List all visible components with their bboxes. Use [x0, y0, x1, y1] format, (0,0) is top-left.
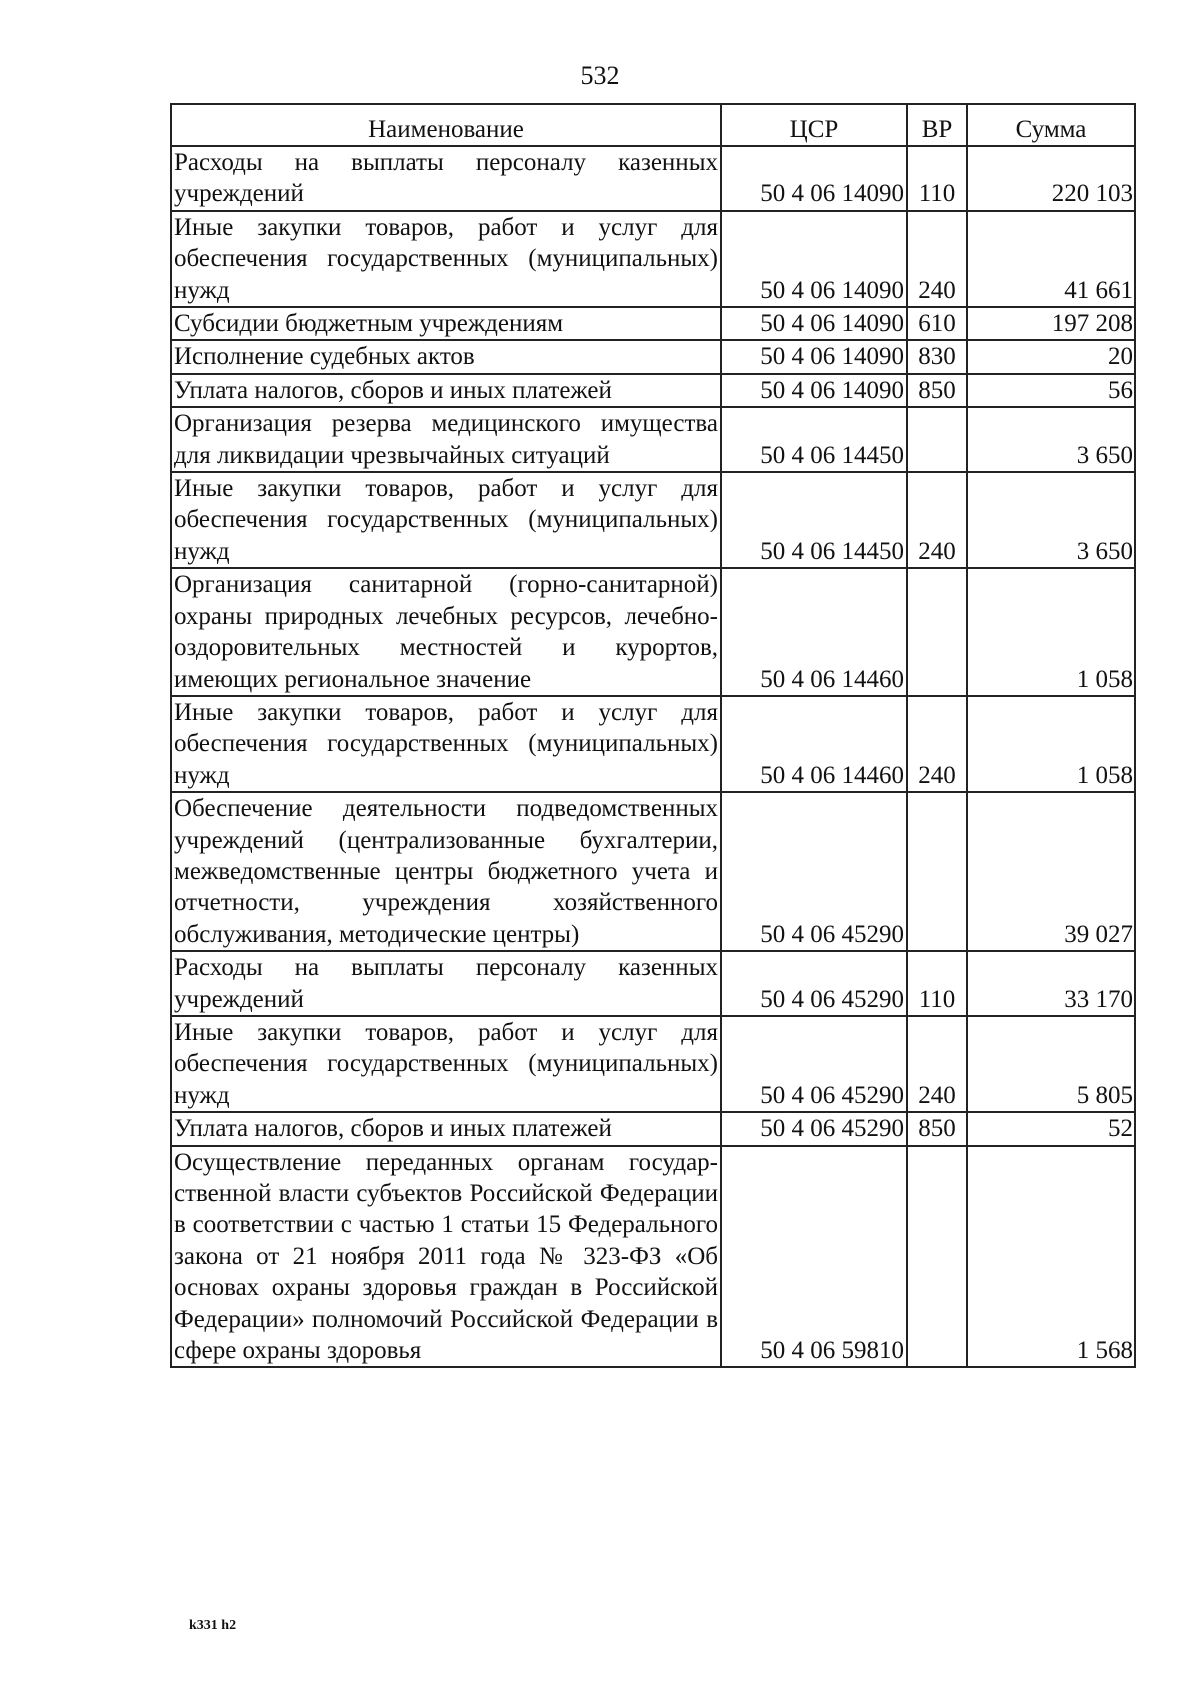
row-name-cell: Уплата налогов, сборов и иных платежей — [171, 1112, 721, 1145]
row-csr-cell: 50 4 06 45290 — [721, 1016, 907, 1112]
row-sum-cell: 3 650 — [967, 472, 1135, 568]
table-row — [171, 1112, 1135, 1145]
row-vr-cell: 850 — [907, 1112, 967, 1145]
row-name-cell: Организация санитарной (горно-санитарной) охраны природных лечебных ресурсов, лечебно-оздоровительных местностей и курортов, имеющих региональное значение — [171, 568, 721, 696]
row-vr-cell: 110 — [907, 146, 967, 211]
row-vr-cell — [907, 568, 967, 696]
row-vr-cell: 610 — [907, 307, 967, 340]
row-vr-cell: 850 — [907, 374, 967, 407]
table-row — [171, 374, 1135, 407]
row-csr-cell: 50 4 06 59810 — [721, 1146, 907, 1368]
table-row — [171, 1016, 1135, 1112]
row-sum-cell: 39 027 — [967, 792, 1135, 951]
table-body — [171, 146, 1135, 1367]
row-csr-cell: 50 4 06 14460 — [721, 696, 907, 792]
row-name-cell: Расходы на выплаты персоналу казенных учреждений — [171, 146, 721, 211]
row-csr-cell: 50 4 06 14090 — [721, 340, 907, 373]
row-vr-cell — [907, 792, 967, 951]
header-name: Наименование — [171, 104, 721, 146]
row-name-cell: Иные закупки товаров, работ и услуг для обеспечения государственных (муниципальных) нужд — [171, 472, 721, 568]
table-row — [171, 951, 1135, 1016]
row-name-cell: Организация резерва медицинского имущества для ликвидации чрезвычайных ситуаций — [171, 407, 721, 472]
table-row — [171, 307, 1135, 340]
row-name-cell: Расходы на выплаты персоналу казенных учреждений — [171, 951, 721, 1016]
row-sum-cell: 1 058 — [967, 568, 1135, 696]
table-row — [171, 407, 1135, 472]
row-csr-cell: 50 4 06 14090 — [721, 374, 907, 407]
row-vr-cell: 240 — [907, 1016, 967, 1112]
footer-code: k331 h2 — [189, 1618, 237, 1633]
row-vr-cell: 830 — [907, 340, 967, 373]
row-csr-cell: 50 4 06 14090 — [721, 211, 907, 307]
row-csr-cell: 50 4 06 45290 — [721, 951, 907, 1016]
table-row — [171, 146, 1135, 211]
row-csr-cell: 50 4 06 14450 — [721, 472, 907, 568]
row-csr-cell: 50 4 06 14460 — [721, 568, 907, 696]
row-sum-cell: 33 170 — [967, 951, 1135, 1016]
table-header-row — [171, 104, 1135, 146]
row-sum-cell: 1 568 — [967, 1146, 1135, 1368]
row-sum-cell: 20 — [967, 340, 1135, 373]
budget-table — [170, 103, 1136, 1368]
table-row — [171, 792, 1135, 951]
page-number: 532 — [580, 61, 620, 90]
row-name-cell: Субсидии бюджетным учреждениям — [171, 307, 721, 340]
row-csr-cell: 50 4 06 14090 — [721, 146, 907, 211]
row-name-cell: Осуществление переданных органам государственной власти субъектов Российской Федерации в соответствии с частью 1 статьи 15 Федерального закона от 21 ноября 2011 года № 323-ФЗ «Об основах охраны здоровья граждан в Российской Федерации» полномочий Российской Федерации в сфере охраны здоровья — [171, 1146, 721, 1368]
row-vr-cell: 240 — [907, 696, 967, 792]
table-row — [171, 472, 1135, 568]
row-vr-cell — [907, 1146, 967, 1368]
table-row — [171, 1146, 1135, 1368]
row-name-cell: Обеспечение деятельности подведомственных учреждений (централизованные бухгалтерии, межведомственные центры бюджетного учета и отчетности, учреждения хозяйственного обслуживания, методические центры) — [171, 792, 721, 951]
row-sum-cell: 3 650 — [967, 407, 1135, 472]
row-vr-cell — [907, 407, 967, 472]
row-vr-cell: 240 — [907, 211, 967, 307]
table-row — [171, 696, 1135, 792]
row-sum-cell: 1 058 — [967, 696, 1135, 792]
header-sum: Сумма — [967, 104, 1135, 146]
row-csr-cell: 50 4 06 14090 — [721, 307, 907, 340]
row-csr-cell: 50 4 06 45290 — [721, 1112, 907, 1145]
row-sum-cell: 220 103 — [967, 146, 1135, 211]
row-name-cell: Исполнение судебных актов — [171, 340, 721, 373]
row-csr-cell: 50 4 06 14450 — [721, 407, 907, 472]
header-vr: ВР — [907, 104, 967, 146]
header-csr: ЦСР — [721, 104, 907, 146]
row-sum-cell: 52 — [967, 1112, 1135, 1145]
row-sum-cell: 5 805 — [967, 1016, 1135, 1112]
row-vr-cell: 110 — [907, 951, 967, 1016]
row-name-cell: Иные закупки товаров, работ и услуг для обеспечения государственных (муниципальных) нужд — [171, 211, 721, 307]
table-row — [171, 340, 1135, 373]
row-name-cell: Иные закупки товаров, работ и услуг для обеспечения государственных (муниципальных) нужд — [171, 696, 721, 792]
table-row — [171, 211, 1135, 307]
row-csr-cell: 50 4 06 45290 — [721, 792, 907, 951]
row-name-cell: Уплата налогов, сборов и иных платежей — [171, 374, 721, 407]
row-name-cell: Иные закупки товаров, работ и услуг для обеспечения государственных (муниципальных) нужд — [171, 1016, 721, 1112]
row-sum-cell: 41 661 — [967, 211, 1135, 307]
row-sum-cell: 56 — [967, 374, 1135, 407]
row-sum-cell: 197 208 — [967, 307, 1135, 340]
row-vr-cell: 240 — [907, 472, 967, 568]
table-row — [171, 568, 1135, 696]
